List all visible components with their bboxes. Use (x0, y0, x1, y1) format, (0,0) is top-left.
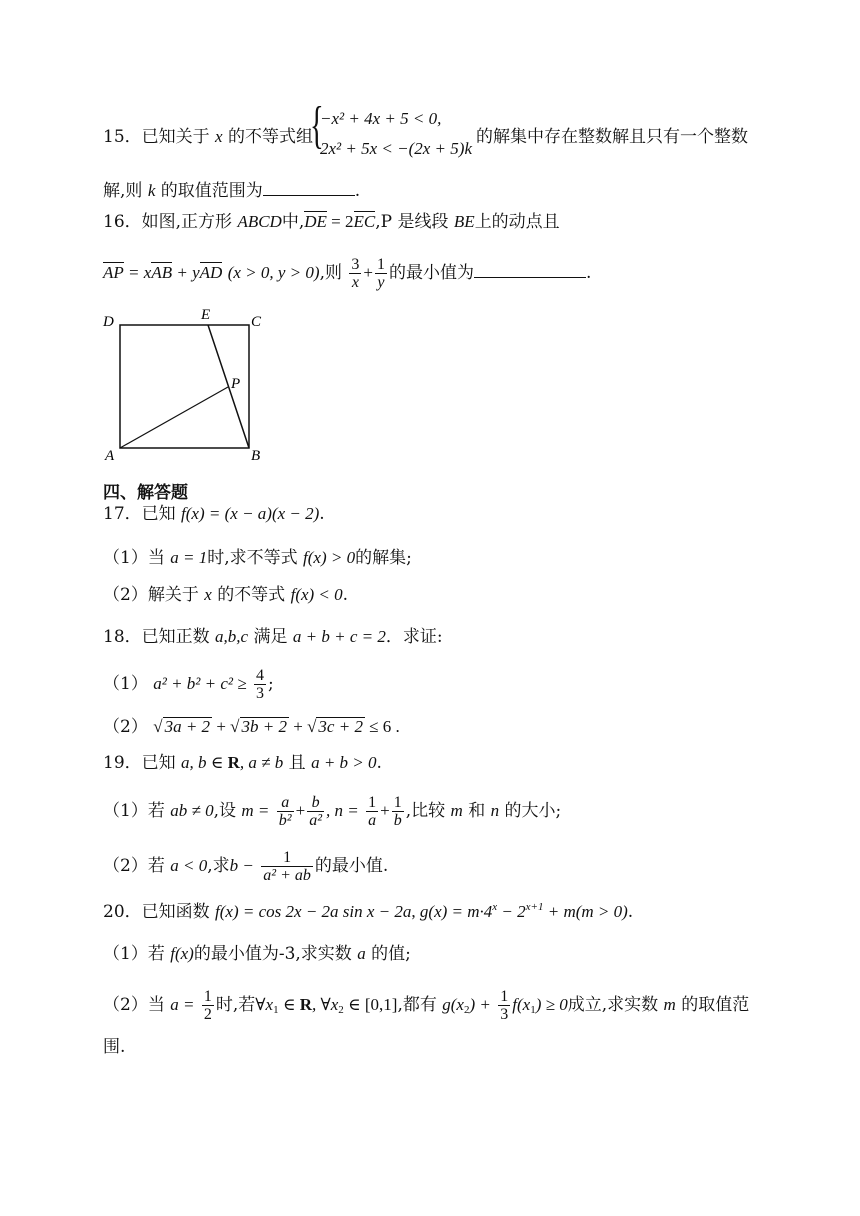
text: 已知函数 (141, 902, 210, 922)
text: 的不等式组 (228, 127, 313, 147)
numerator: 3 (351, 256, 360, 273)
fraction (392, 794, 404, 829)
numerator: 1 (368, 794, 377, 811)
q18-stem (103, 626, 443, 648)
denominator: 3 (256, 685, 264, 702)
text: 时,求不等式 (207, 548, 298, 568)
denominator: y (377, 274, 385, 291)
variable: x (204, 585, 212, 604)
math: + y (172, 263, 200, 282)
part-label: （2） (103, 717, 148, 737)
text: ,都有 (397, 995, 437, 1015)
numerator: 1 (261, 849, 313, 867)
denominator: b (393, 812, 402, 829)
text: 的值; (371, 944, 411, 964)
math: ) ≥ 0 (535, 995, 568, 1014)
denominator: 3 (500, 1006, 509, 1023)
math: , n = (325, 801, 359, 820)
math: f(x) (170, 944, 194, 963)
q19-part1 (103, 794, 561, 829)
math: a < 0 (170, 856, 208, 875)
text: 的最小值. (314, 856, 389, 876)
text: 的最小值为-3,求实数 (193, 944, 352, 964)
vector: AB (151, 263, 173, 282)
numerator: 1 (500, 988, 509, 1005)
text: 解,则 (103, 181, 143, 201)
text: 如图,正方形 (141, 212, 233, 232)
subscript: 2 (338, 1004, 344, 1016)
q16-line2 (103, 256, 591, 291)
q20-stem (103, 901, 633, 923)
text: . (342, 585, 349, 605)
fraction (307, 794, 324, 829)
segment-ap (120, 387, 228, 448)
text: 时,若 (215, 995, 256, 1015)
variable: k (147, 181, 156, 200)
text: ,则 (319, 263, 342, 283)
text: 满足 (253, 627, 288, 647)
math: + m(m > 0) (543, 902, 628, 921)
fraction (349, 256, 361, 291)
math: a² + b² + c² ≥ (153, 674, 247, 693)
numerator: 1 (393, 794, 402, 811)
math: f(x) > 0 (303, 548, 356, 567)
math: g(x) = m·4 (419, 902, 493, 921)
math: = x (123, 263, 152, 282)
math: f(x) = cos 2x − 2a sin x − 2a (215, 902, 412, 921)
subscript: 1 (530, 1004, 536, 1016)
math: a + b > 0 (311, 753, 377, 772)
vector: AP (103, 263, 124, 282)
math: a = (170, 995, 195, 1014)
q15-line1-suffix: 的解集中存在整数解且只有一个整数 (476, 127, 748, 147)
q15-line2 (103, 180, 360, 202)
part-label: （1） (103, 944, 148, 964)
vector: EC (353, 212, 376, 231)
math: g(x (442, 995, 464, 1014)
vector: DE (304, 212, 327, 231)
square-figure (95, 300, 275, 465)
radicand: 3b + 2 (241, 717, 287, 736)
denominator: 2 (203, 1006, 212, 1023)
text: ．求证: (385, 627, 443, 647)
fraction (261, 849, 313, 884)
q15-inequality-2: 2x² + 5x < −(2x + 5)k (320, 139, 472, 158)
text: ,设 (213, 801, 236, 821)
numerator: 1 (203, 988, 212, 1005)
fraction (277, 794, 294, 829)
answer-blank[interactable] (474, 277, 586, 278)
math: a + b + c = 2 (292, 627, 386, 646)
numerator: b (307, 794, 324, 812)
variable: ABCD (237, 212, 282, 231)
variable: a,b,c (215, 627, 249, 646)
math: f(x) = (x − a)(x − 2) (181, 504, 320, 523)
text: 已知 (141, 753, 176, 773)
numerator: 1 (376, 256, 385, 273)
subscript: 1 (273, 1004, 279, 1016)
math: a, b ∈ (181, 753, 228, 772)
square-abcd (120, 325, 249, 448)
math: + (212, 717, 231, 736)
vector: AD (199, 263, 223, 282)
denominator: a (368, 812, 377, 829)
text: 若 (147, 944, 165, 964)
math: b − (229, 856, 254, 875)
fraction (375, 256, 387, 291)
text: 解关于 (147, 585, 199, 605)
question-number: 16． (103, 212, 142, 232)
question-number: 17． (103, 504, 142, 524)
text: ,求 (207, 856, 230, 876)
math: + (363, 263, 373, 282)
label-e: E (201, 307, 211, 323)
part-label: （1） (103, 674, 148, 694)
section-heading: 四、解答题 (103, 483, 188, 503)
math: a = 1 (170, 548, 208, 567)
text: 若 (147, 801, 165, 821)
variable: m (663, 995, 676, 1014)
radicand: 3c + 2 (318, 717, 363, 736)
math: + (295, 801, 306, 820)
text: 的解集; (355, 548, 412, 568)
text: 的不等式 (217, 585, 286, 605)
math: , (411, 902, 420, 921)
text: 已知 (141, 504, 176, 524)
fraction (254, 667, 266, 702)
denominator: a² (309, 812, 322, 829)
text: 已知正数 (141, 627, 210, 647)
text: 且 (288, 753, 306, 773)
q17-part1 (103, 547, 412, 569)
q15-line1 (103, 126, 313, 148)
math: , ∀x (311, 995, 339, 1014)
variable: n (490, 801, 500, 820)
label-b: B (251, 448, 261, 464)
text: ,P 是线段 (375, 212, 449, 232)
denominator: x (351, 274, 359, 291)
text: 的大小; (504, 801, 562, 821)
text: 上的动点且 (474, 212, 560, 232)
q17-stem (103, 503, 325, 525)
text: 和 (468, 801, 486, 821)
math: (x > 0, y > 0) (227, 263, 320, 282)
variable: x (215, 127, 223, 146)
q19-stem (103, 752, 382, 774)
part-label: （1） (103, 548, 148, 568)
question-number: 15． (103, 127, 142, 147)
math: = 2 (326, 212, 354, 231)
math: + (380, 801, 390, 820)
text: . (319, 504, 325, 524)
part-label: （2） (103, 995, 148, 1015)
math: ≤ 6 . (364, 717, 400, 736)
segment-be (208, 325, 249, 448)
math: f(x) < 0 (290, 585, 343, 604)
superscript: x (492, 901, 498, 913)
variable: BE (453, 212, 475, 231)
text: 已知关于 (141, 127, 210, 147)
q18-part2: （2） √ 3a + 2 + √ 3b + 2 + √ 3c + 2 ≤ 6 . (103, 717, 400, 737)
math: m = (241, 801, 270, 820)
text: 当 (147, 548, 165, 568)
label-p: P (231, 376, 241, 392)
part-label: （2） (103, 585, 148, 605)
text: . (376, 753, 382, 773)
label-a: A (105, 448, 115, 464)
subscript: 2 (463, 1004, 470, 1016)
text: ; (268, 674, 274, 694)
math: f(x (512, 995, 531, 1014)
question-number: 20． (103, 902, 142, 922)
question-number: 19． (103, 753, 142, 773)
label-d: D (103, 314, 114, 330)
fraction (366, 794, 378, 829)
part-label: （1） (103, 801, 148, 821)
math: ∈ [0,1] (343, 995, 398, 1014)
question-number: 18． (103, 627, 142, 647)
variable: m (450, 801, 463, 820)
math: R (227, 753, 240, 772)
math: ∈ (278, 995, 300, 1014)
q20-part2-line2: 围. (103, 1037, 126, 1057)
text: 的最小值为 (388, 263, 474, 283)
text: ,比较 (405, 801, 446, 821)
numerator: a (277, 794, 294, 812)
math: ) + (469, 995, 491, 1014)
q20-part2 (103, 988, 749, 1023)
part-label: （2） (103, 856, 148, 876)
math: , a ≠ b (239, 753, 284, 772)
text: . (585, 263, 592, 283)
math: ab ≠ 0 (170, 801, 214, 820)
text: 的取值范 (681, 995, 750, 1015)
fraction (498, 988, 510, 1023)
q20-part1 (103, 943, 411, 965)
system-brace: { (310, 97, 324, 154)
q16-line1 (103, 211, 560, 233)
fraction (202, 988, 214, 1023)
math: − 2 (497, 902, 526, 921)
math: + (288, 717, 308, 736)
q19-part2 (103, 849, 388, 884)
denominator: b² (278, 812, 292, 829)
answer-blank[interactable] (263, 195, 355, 196)
variable: a (357, 944, 366, 963)
text: 的取值范围为 (160, 181, 263, 201)
radicand: 3a + 2 (164, 717, 211, 736)
numerator: 4 (256, 667, 264, 684)
text: 中, (281, 212, 305, 232)
math: ∀x (255, 995, 274, 1014)
q18-part1 (103, 667, 274, 702)
text: 成立,求实数 (567, 995, 659, 1015)
q15-inequality-1: −x² + 4x + 5 < 0, (320, 109, 442, 128)
label-c: C (251, 314, 262, 330)
math: R (299, 995, 312, 1014)
superscript: x+1 (525, 901, 544, 913)
text: . (627, 902, 634, 922)
text: 若 (147, 856, 165, 876)
denominator: a² + ab (263, 867, 311, 884)
text: 当 (147, 995, 165, 1015)
text: . (354, 181, 361, 201)
q17-part2 (103, 584, 348, 606)
